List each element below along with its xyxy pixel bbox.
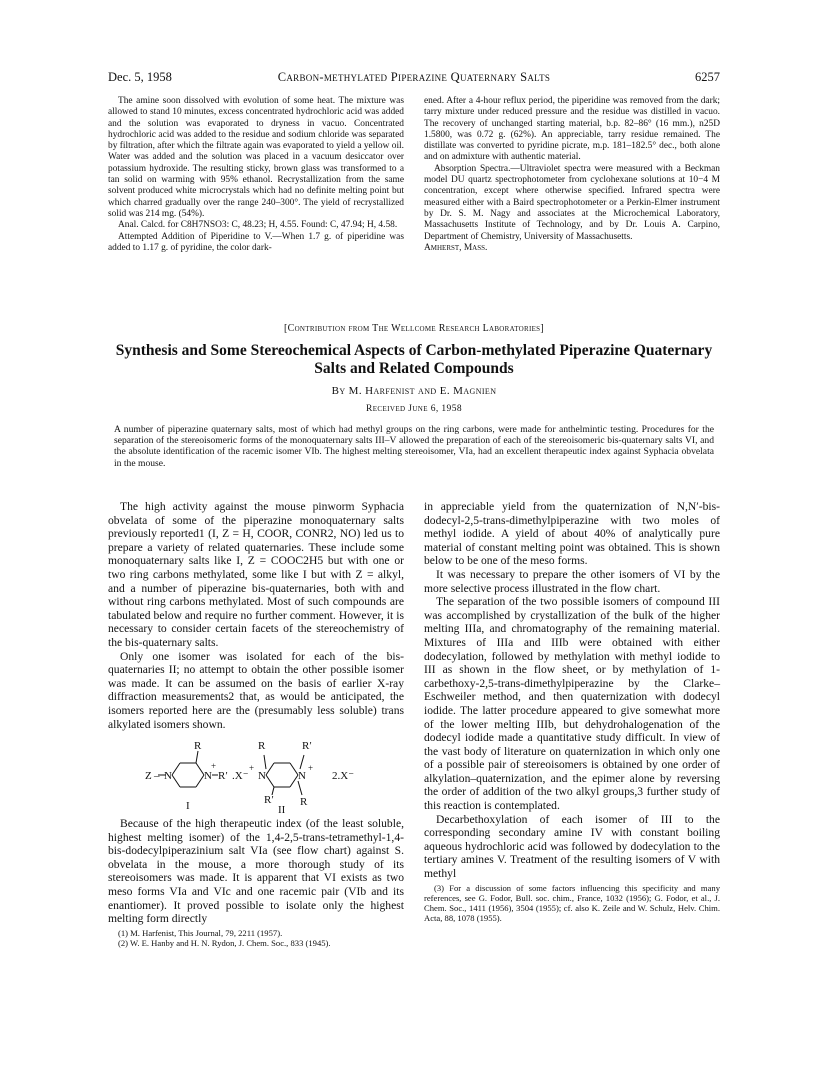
previous-article-paragraph: The amine soon dissolved with evolution of some heat. The mixture was allowed to stand 10 minutes, excess concentrated hydrochloric acid was added and the solution was evaporated to dryness in vacuo. Concentrated hydrochloric acid was added to the residue and sodium chloride was separated by filtration, after which the filtrate again was evaporated to yield a yellow oil. Water was added and the solution was placed in a vacuum desiccator over potassium hydroxide. The resulting sticky, brown glass was transformed to a tan solid on warming with 95% ethanol. Recrystallization from the same solvent produced white microcrystals which had no definite melting point but which charred gradually over the range 240–300°. The yield of recrystallized solid was 214 mg. (54%).: [108, 96, 404, 219]
article-title: Synthesis and Some Stereochemical Aspects of Carbon-methylated Piperazine Quaternary Salts and Related Compounds: [115, 342, 713, 377]
body-paragraph: Only one isomer was isolated for each of the bis-quaternaries II; no attempt to obtain the other possible isomer was made. It can be assumed on the basis of earlier X-ray diffraction measurements2 that, as would be anticipated, the isomers reported here are the (presumably less soluble) trans alkylated isomers shown.: [108, 649, 404, 731]
structure-i-anion: .X⁻: [232, 770, 249, 783]
structure-ii-nitrogen-2: N: [298, 770, 306, 783]
structure-ii-r-bottom: R: [300, 796, 308, 809]
previous-article-location: Amherst, Mass.: [424, 242, 488, 253]
structure-ii-charge-2: +: [308, 763, 314, 774]
body-paragraph: The high activity against the mouse pinworm Syphacia obvelata of some of the piperazine monoquaternary salts previously reported1 (I, Z = H, COOR, CONR2, NO) led us to prepare a variety of related quaternaries. These include some monoquaternary salts like I, Z = COOC2H5 but with one or two ring carbons methylated, some like I but with Z = alkyl, and a number of piperazine bis-quaternaries, both with and without ring carbons methylated. Most of such compounds are tabulated below and require no further comment. However, it is necessary to consider certain facets of the stereochemistry of the bis-quaternary salts.: [108, 500, 404, 649]
footnotes-left: [108, 928, 404, 948]
article-body: [108, 500, 720, 1060]
previous-article-paragraph: Attempted Addition of Piperidine to V.—When 1.7 g. of piperidine was added to 1.17 g. of pyridine, the color dark-: [108, 231, 404, 253]
body-paragraph: in appreciable yield from the quaternization of N,N′-bis-dodecyl-2,5-trans-dimethylpiperazine with two moles of methyl iodide. A yield of about 40% of analytically pure material of constant melting point was obtained. This is shown below to be one of the meso forms.: [424, 500, 720, 568]
structure-i-rprime: R′: [218, 770, 228, 783]
structure-ii-charge-1: +: [249, 763, 255, 774]
body-paragraph: The separation of the two possible isomers of compound III was accomplished by crystallization of the bulk of the higher melting IIIa, and chromatography of the remaining material. Mixtures of IIIa and IIIb were obtained with either dodecylation, followed by methylation with methyl iodide to III as shown in the flow sheet, or by methylation of 1-carbethoxy-2,5-trans-dimethylpiperazine by the Clarke–Eschweiler method, and then quaternization with dodecyl iodide. The latter procedure appeared to give somewhat more of the lower melting IIIb, but dehydrohalogenation of the dodecyl iodide made a quantitative study difficult. In view of the vast body of literature on quaternization in which only one of a possible pair of stereoisomers is obtained by one order of alkylation–quaternization, and the epimer alone by reversing the order of addition of the two alkyl groups,3 further study of this reaction is contemplated.: [424, 595, 720, 813]
body-paragraph: Because of the high therapeutic index (of the least soluble, highest melting isomer) of the 1,4-2,5-trans-tetramethyl-1,4-bis-dodecylpiperazinium salt VIa (see flow chart) against S. obvelata in the mouse, a more thorough study of its stereoisomers was made. It is apparent that VI exists as two meso forms VIa and VIc and one racemic pair (VIb and its enantiomer). It proved possible to isolate only the highest melting form directly: [108, 817, 404, 926]
header-date: Dec. 5, 1958: [108, 70, 172, 84]
footnote-3: (3) For a discussion of some factors influencing this specificity and many references, see G. Fodor, Bull. soc. chim., France, 1032 (1956); G. Fodor, et al., J. Chem. Soc., 1411 (1956), 3504 (1955); cf. also K. Zeile and W. Schulz, Helv. Chim. Acta, 88, 1078 (1955).: [424, 882, 720, 924]
structure-ii-rprime-top: R′: [302, 740, 312, 753]
structure-formulas: [108, 733, 404, 813]
structure-i-nitrogen-2: N: [204, 770, 212, 783]
footnote-1: (1) M. Harfenist, This Journal, 79, 2211 (1957).: [118, 927, 283, 938]
article-abstract: A number of piperazine quaternary salts, most of which had methyl groups on the ring carbons, were made for anthelmintic testing. Procedures for the separation of the stereoisomeric forms of the monoquaternary salts III–V allowed the preparation of each of the stereoisomeric bis-quaternary salts VI, and the absolute identification of the racemic isomer VIb. The highest melting stereoisomer, VIa, had an excellent therapeutic index against Syphacia obvelata in the mouse.: [114, 424, 714, 469]
previous-article-right-column: [424, 96, 720, 254]
structure-i-charge: +: [211, 761, 217, 772]
previous-article-paragraph: Absorption Spectra.—Ultraviolet spectra were measured with a Beckman model DU quartz spectrophotometer from cyclohexane solutions at 10−4 M concentration, except where otherwise specified. Infrared spectra were measured either with a Baird spectrophotometer or a Perkin-Elmer instrument by Dr. S. M. Nagy and associates at the Microchemical Laboratory, Massachusetts Institute of Technology, and by Dr. Louis A. Carpino, Department of Chemistry, University of Massachusetts.: [424, 163, 720, 242]
contribution-line: [Contribution from The Wellcome Research Laboratories]: [283, 323, 545, 334]
previous-article-analysis: Anal. Calcd. for C8H7NSO3: C, 48.23; H, 4.55. Found: C, 47.94; H, 4.58.: [118, 220, 398, 231]
body-left-column: [108, 500, 404, 948]
body-paragraph: Decarbethoxylation of each isomer of III to the corresponding secondary amine IV with constant boiling aqueous hydrochloric acid was followed by dodecylation to the tertiary amines V. Treatment of the resulting isomers of V with methyl: [424, 812, 720, 881]
previous-article-continuation: [108, 96, 720, 316]
previous-article-left-column: [108, 96, 404, 254]
footnotes-right: [424, 883, 720, 924]
body-right-column: [424, 500, 720, 923]
received-date: Received June 6, 1958: [365, 404, 462, 414]
structure-i-numeral: I: [186, 800, 190, 813]
structure-i-nitrogen-1: N: [164, 770, 172, 783]
body-paragraph: It was necessary to prepare the other isomers of VI by the more selective process illustrated in the flow chart.: [424, 567, 720, 595]
footnote-2: (2) W. E. Hanby and H. N. Rydon, J. Chem. Soc., 833 (1945).: [118, 938, 331, 949]
previous-article-paragraph: ened. After a 4-hour reflux period, the piperidine was removed from the dark; tarry mixture under reduced pressure and the residue was distilled in vacuo. The recovery of unchanged starting material, b.p. 82–86° (16 mm.), n25D 1.5800, was 0.72 g. (62%). An appreciable, tarry residue remained. The distillate was converted to pyridine picrate, m.p. 181–182.5° dec., both alone and on admixture with authentic material.: [424, 96, 720, 163]
structure-ii-r-top: R: [258, 740, 266, 753]
structure-i-r: R: [194, 740, 202, 753]
header-page-number: 6257: [695, 70, 720, 84]
svg-text:–: –: [154, 770, 160, 783]
structure-i-z-label: Z: [145, 770, 152, 783]
structure-ii-numeral: II: [278, 804, 286, 814]
article-byline: By M. Harfenist and E. Magnien: [331, 385, 497, 397]
structure-formulas-drawing: [108, 733, 404, 813]
structure-ii-rprime-bottom: R′: [264, 794, 274, 807]
structure-ii-anion: 2.X⁻: [332, 770, 354, 783]
header-title: Carbon-methylated Piperazine Quaternary Salts: [277, 70, 551, 84]
structure-ii-nitrogen-1: N: [258, 770, 266, 783]
